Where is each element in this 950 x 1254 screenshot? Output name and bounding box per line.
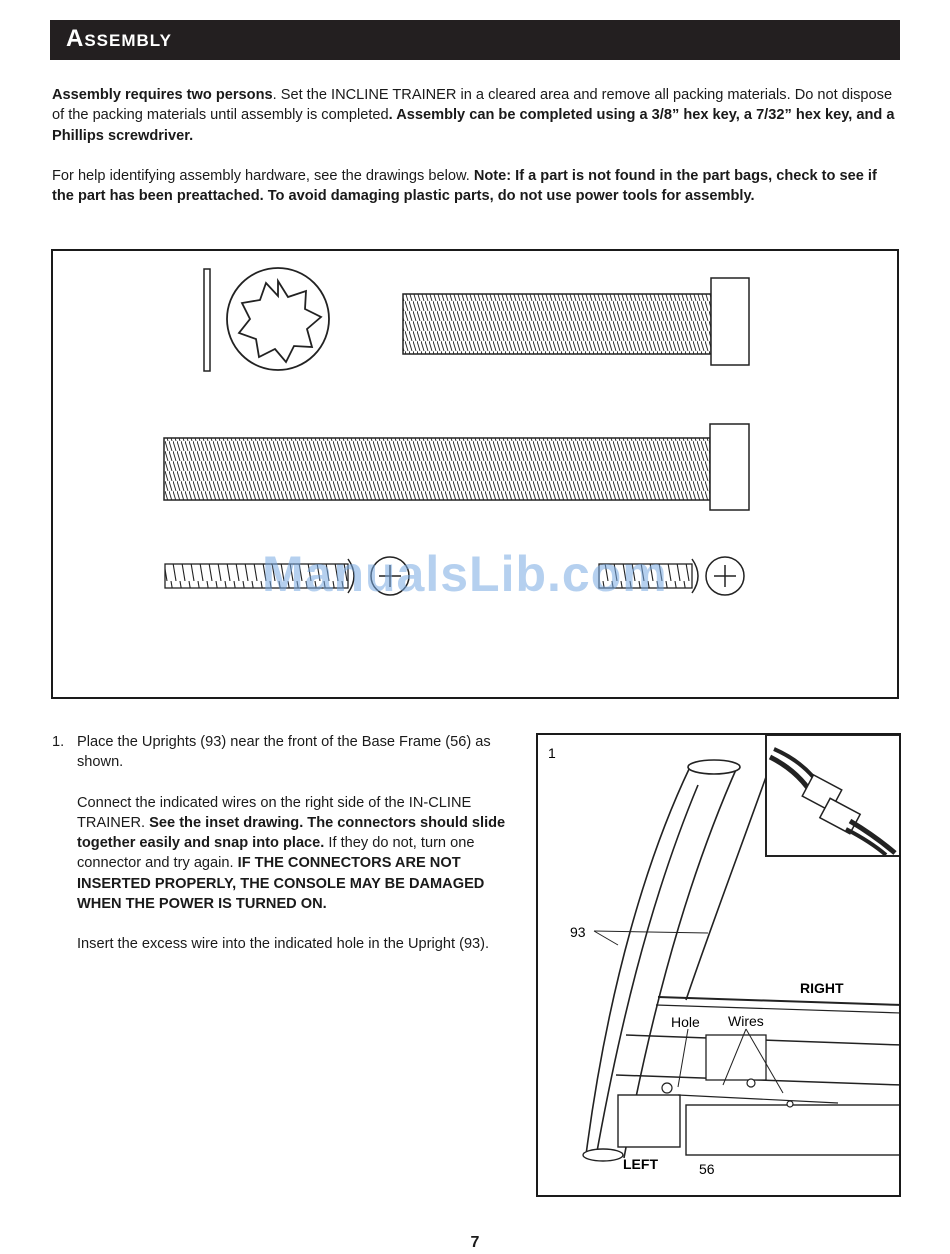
figure-step-label: 1: [548, 745, 556, 761]
short-bolt-drawing: [403, 278, 749, 365]
step-1-bold-2: IF THE CONNECTORS ARE NOT INSERTED PROPERLY, THE CONSOLE MAY BE DAMAGED WHEN THE POWER IS TURNED ON.: [77, 855, 485, 913]
step-1-plain-1: Connect the indicated wires on the right side of the IN-CLINE TRAINER.: [77, 794, 472, 831]
intro-bold-3: Note: If a part is not found in the part bags, check to see if the part has been preattached. To avoid damaging plastic parts, do not use power tools for assembly.: [52, 168, 877, 205]
step-1-instructions: [52, 732, 522, 975]
hardware-drawings-box: [51, 249, 899, 699]
page-number: 7: [470, 1234, 480, 1251]
step-1-plain-2: If they do not, turn one connector and try again.: [77, 835, 475, 872]
intro-paragraph-2: [52, 166, 902, 207]
intro-bold-1: Assembly requires two persons: [52, 87, 273, 103]
connector-inset: [766, 735, 901, 856]
hardware-drawings: [53, 251, 899, 699]
label-base-frame: 56: [699, 1161, 715, 1177]
label-wires: Wires: [728, 1013, 764, 1029]
step-1-paragraph-1: Place the Uprights (93) near the front of the Base Frame (56) as shown.: [77, 734, 491, 771]
step-1-figure: [536, 733, 901, 1197]
star-washer-drawing: [227, 268, 329, 370]
label-left: LEFT: [623, 1156, 658, 1172]
label-hole: Hole: [671, 1014, 700, 1030]
watermark: ManualsLib.com: [262, 546, 668, 602]
step-number: 1.: [52, 734, 65, 750]
step-1-bold-1: See the inset drawing. The connectors should slide together easily and snap into place.: [77, 814, 506, 852]
section-title: Assembly: [66, 25, 172, 52]
step-1-illustration: [538, 735, 901, 1197]
step-1-paragraph-3: Insert the excess wire into the indicated hole in the Upright (93).: [77, 936, 490, 953]
intro-bold-2: . Assembly can be completed using a 3/8” hex key, a 7/32” hex key, and a Phillips screwdriver.: [52, 107, 895, 144]
flat-washer-drawing: [204, 269, 210, 371]
intro-plain-2: For help identifying assembly hardware, see the drawings below.: [52, 168, 474, 184]
label-right: RIGHT: [800, 980, 844, 996]
section-title-bar: [50, 20, 900, 60]
step-1-paragraph-2: [77, 793, 522, 915]
label-upright: 93: [570, 924, 586, 940]
long-bolt-drawing: [164, 424, 749, 510]
intro-paragraph-1: [52, 85, 902, 146]
intro-plain-1: . Set the INCLINE TRAINER in a cleared area and remove all packing materials. Do not dispose of the packing materials until assembly is completed: [52, 87, 893, 124]
